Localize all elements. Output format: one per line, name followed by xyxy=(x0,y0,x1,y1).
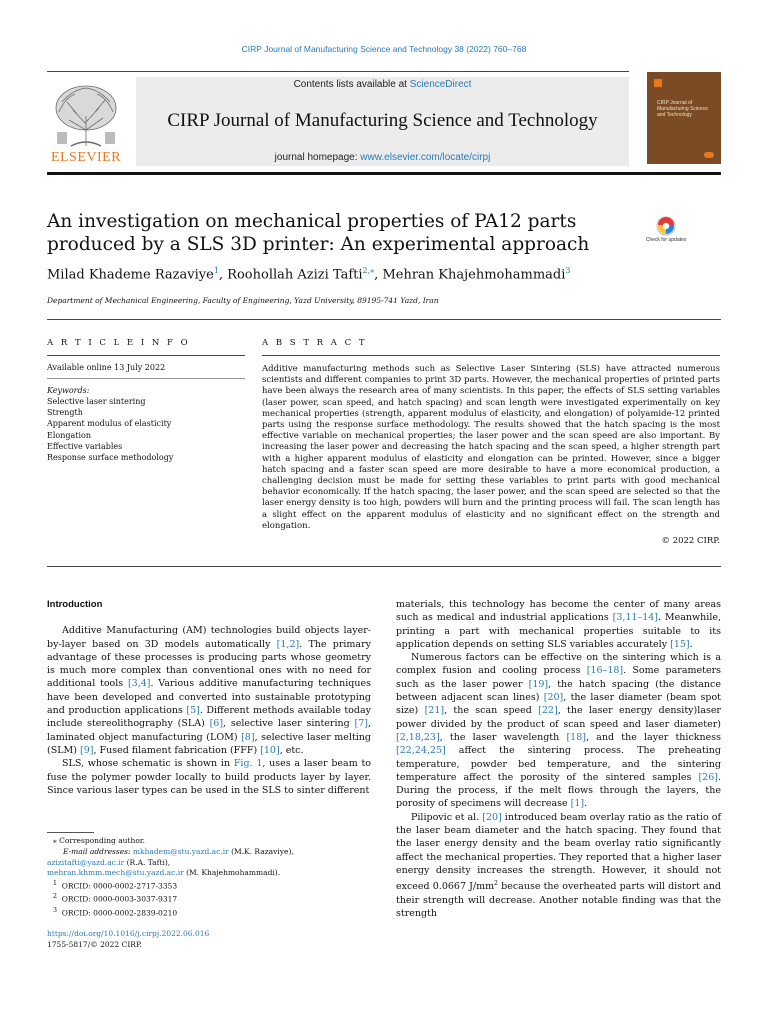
cover-badge-icon xyxy=(704,152,714,158)
cover-logo-icon xyxy=(654,79,662,87)
reference-link[interactable]: [16–18] xyxy=(586,665,624,677)
reference-link[interactable]: [22,24,25] xyxy=(396,745,446,757)
keyword: Elongation xyxy=(47,430,91,440)
keyword: Strength xyxy=(47,408,83,418)
journal-citation[interactable]: CIRP Journal of Manufacturing Science and Technology 38 (2022) 760–768 xyxy=(241,44,527,54)
body-top-rule xyxy=(47,566,721,567)
journal-cover-thumbnail[interactable] xyxy=(647,72,721,164)
contents-prefix: Contents lists available at xyxy=(293,79,410,90)
cover-title: CIRP Journal of Manufacturing Science and Technology xyxy=(657,100,708,118)
email-link[interactable]: mehran.khmm.mech@stu.yazd.ac.ir xyxy=(47,868,184,878)
reference-link[interactable]: [22] xyxy=(538,705,558,717)
masthead-bottom-rule xyxy=(47,172,721,175)
body-left-column xyxy=(47,598,371,797)
abstract-heading: A B S T R A C T xyxy=(262,338,368,348)
reference-link[interactable]: [7] xyxy=(354,718,368,730)
corresponding-author: ⁎ Corresponding author. xyxy=(53,836,146,845)
keyword: Apparent modulus of elasticity xyxy=(47,419,172,429)
email-owner: (M. Khajehmohammadi). xyxy=(183,868,281,878)
author-name: Mehran Khajehmohammadi xyxy=(382,267,566,283)
reference-link[interactable]: [8] xyxy=(241,731,255,743)
email-owner: (M.K. Razaviye), xyxy=(228,846,294,856)
reference-link[interactable]: [9] xyxy=(79,744,94,756)
journal-title: CIRP Journal of Manufacturing Science and Technology xyxy=(167,110,598,131)
reference-link[interactable]: [10] xyxy=(260,744,280,756)
orcid-number: 1 xyxy=(53,880,57,888)
superscript: 2 xyxy=(494,880,498,888)
reference-link[interactable]: [21] xyxy=(424,705,445,717)
orcid: ORCID: 0000-0003-3037-9317 xyxy=(61,894,178,904)
orcid-number: 3 xyxy=(53,906,57,914)
reference-link[interactable]: [20] xyxy=(543,692,564,704)
crossmark-label: Check for updates xyxy=(645,237,687,243)
reference-link[interactable]: [19] xyxy=(528,678,549,690)
email-link[interactable]: azizitafti@yazd.ac.ir xyxy=(47,857,125,867)
reference-link[interactable]: [1] xyxy=(570,798,585,810)
orcid-number: 2 xyxy=(53,893,57,901)
keyword: Selective laser sintering xyxy=(47,397,146,406)
available-online: Available online 13 July 2022 xyxy=(47,363,166,372)
reference-link[interactable]: [1,2] xyxy=(276,638,300,650)
keyword: Response surface methodology xyxy=(47,453,174,463)
reference-link[interactable]: [20] xyxy=(482,811,502,823)
email-owner: (R.A. Tafti), xyxy=(124,857,171,867)
sciencedirect-link[interactable]: ScienceDirect xyxy=(409,79,472,90)
email-link[interactable]: mkhadem@stu.yazd.ac.ir xyxy=(132,846,229,856)
paragraph: Additive Manufacturing (AM) technologies build objects layer-by-layer based on 3D models automatically [1,2]. The primary advantage of these processes is producing parts whose geometry is much more complex than conventional ones with no need for additional tools [3,4]. Various additive manufacturing techniques have been developed and converted into sustainable prototyping and production applications [5]. Different methods available today include stereolithography (SLA) [6], selective laser sintering [7], laminated object manufacturing (LOM) [8], selective laser melting (SLM) [9], Fused filament fabrication (FFF) [10], etc. xyxy=(47,625,372,756)
homepage-line xyxy=(136,152,629,163)
abstract-text: Additive manufacturing methods such as Selective Laser Sintering (SLS) have attracted numerous scientists and different companies to print 3D parts. However, the mechanical properties of printed parts have been always the research area of many scientists. In this paper, the effects of SLS setting variables (laser power, scan speed, and hatch spacing) and scan length were investigated experimentally on key mechanical properties (strength, apparent modulus of elasticity, and elongation) of polyamide-12 printed parts using the response surface methodology. The results showed that the hatch spacing is the most effective variable on mechanical properties; the laser power and the scan speed are also important. By increasing the laser power and decreasing the hatch spacing and the scan speed, a higher strength part with a higher apparent modulus of elasticity and elongation can be printed. However, since a bigger hatch spacing and a faster scan speed are more desirable to have a more economical production, a challenging decision must be made for setting these variables to print parts with good mechanical behavior economically. If the hatch spacing, the laser power, and the scan speed are selected so that the laser energy density is too high, powders will burn and the printing process will fail. The scan length has a slight effect on the apparent modulus of elasticity and no significant effect on the strength and elongation. xyxy=(262,364,720,531)
reference-link[interactable]: [18] xyxy=(566,731,586,743)
paragraph: SLS, whose schematic is shown in Fig. 1, uses a laser beam to fuse the polymer powder locally to build products layer by layer. Since various laser types can be used in the SLS to sinter different xyxy=(47,758,372,796)
reference-link[interactable]: Fig. 1 xyxy=(233,758,263,770)
article-title: An investigation on mechanical properties of PA12 parts produced by a SLS 3D printer: An experimental approach xyxy=(47,211,590,255)
author-sup[interactable]: 1 xyxy=(213,266,219,275)
reference-link[interactable]: [2,18,23] xyxy=(396,731,440,743)
keywords-list xyxy=(47,396,173,463)
keyword: Effective variables xyxy=(47,441,123,451)
paragraph: Numerous factors can be effective on the sintering which is a complex fusion and cooling process [16–18]. Some parameters such as the laser power [19], the hatch spacing (the distance between adjacent scan lines) [20], the laser diameter (beam spot size) [21], the scan speed [22], the laser energy density)laser power divided by the product of scan speed and laser diameter) [2,18,23], the laser wavelength [18], and the layer thickness [22,24,25] affect the sintering process. The preheating temperature, powder bed temperature, and the sintering temperature affect the porosity of the sintered samples [26]. During the process, if the melt flows through the layers, the porosity of specimens will decrease [1]. xyxy=(396,652,722,810)
issn: 1755-5817/© 2022 CIRP. xyxy=(47,939,142,949)
orcid: ORCID: 0000-0002-2717-3353 xyxy=(61,881,178,891)
paragraph: materials, this technology has become the center of many areas such as medical and industrial applications [3,11–14]. Meanwhile, printing a part with mechanical properties suitable to its application depends on setting SLS variables accurately [15]. xyxy=(396,599,722,650)
author-name: Roohollah Azizi Tafti xyxy=(227,267,363,283)
elsevier-wordmark: ELSEVIER xyxy=(50,150,122,165)
reference-link[interactable]: [15] xyxy=(670,638,690,650)
reference-link[interactable]: [3,11–14] xyxy=(612,612,659,624)
reference-link[interactable]: [5] xyxy=(186,705,200,717)
reference-link[interactable]: [6] xyxy=(209,718,224,730)
masthead-top-rule xyxy=(47,71,629,72)
abstract-copyright: © 2022 CIRP. xyxy=(661,536,720,546)
article-info-heading: A R T I C L E I N F O xyxy=(47,338,191,348)
reference-link[interactable]: [3,4] xyxy=(127,678,151,690)
journal-homepage-link[interactable]: www.elsevier.com/locate/cirpj xyxy=(360,152,491,163)
author-name: Milad Khademe Razaviye xyxy=(47,267,214,283)
reference-link[interactable]: [26] xyxy=(698,771,718,783)
contents-line xyxy=(136,79,629,90)
email-label: E-mail addresses: xyxy=(63,846,133,856)
doi-link[interactable]: https://doi.org/10.1016/j.cirpj.2022.06.016 xyxy=(47,929,210,938)
keywords-label: Keywords: xyxy=(47,386,90,395)
body-right-column xyxy=(396,598,721,920)
homepage-prefix: journal homepage: xyxy=(274,152,361,163)
section-heading-introduction: Introduction xyxy=(47,599,103,610)
author-sup[interactable]: 3 xyxy=(565,266,571,275)
info-top-rule xyxy=(47,319,721,320)
info-divider xyxy=(47,378,245,379)
paragraph: Pilipovic et al. [20] introduced beam overlay ratio as the ratio of the laser beam diameter and the hatch spacing. They found that the laser energy density and the beam overlay ratio significantly affect the mechanical properties. They reported that a higher laser energy density increases the strength. However, it should not exceed 0.0667 $J/mm^2$ because the overheated parts will distort and their strength will decrease. Another notable finding was that the strength xyxy=(396,811,721,919)
info-rule xyxy=(47,355,245,356)
author-list: Milad Khademe Razaviye$^1$, Roohollah Azizi Tafti$^{2,⁎}$, Mehran Khajehmohammadi$^3$ xyxy=(47,266,571,283)
orcid: ORCID: 0000-0002-2839-0210 xyxy=(61,908,178,918)
crossmark-icon[interactable] xyxy=(648,214,684,250)
footer xyxy=(47,929,209,951)
abstract-rule xyxy=(262,355,720,356)
affiliation: Department of Mechanical Engineering, Faculty of Engineering, Yazd University, 89195-741 Yazd, Iran xyxy=(47,296,439,305)
author-sup[interactable]: 2,⁎ xyxy=(362,266,375,275)
footnotes xyxy=(47,836,367,919)
footnote-rule xyxy=(47,832,94,833)
